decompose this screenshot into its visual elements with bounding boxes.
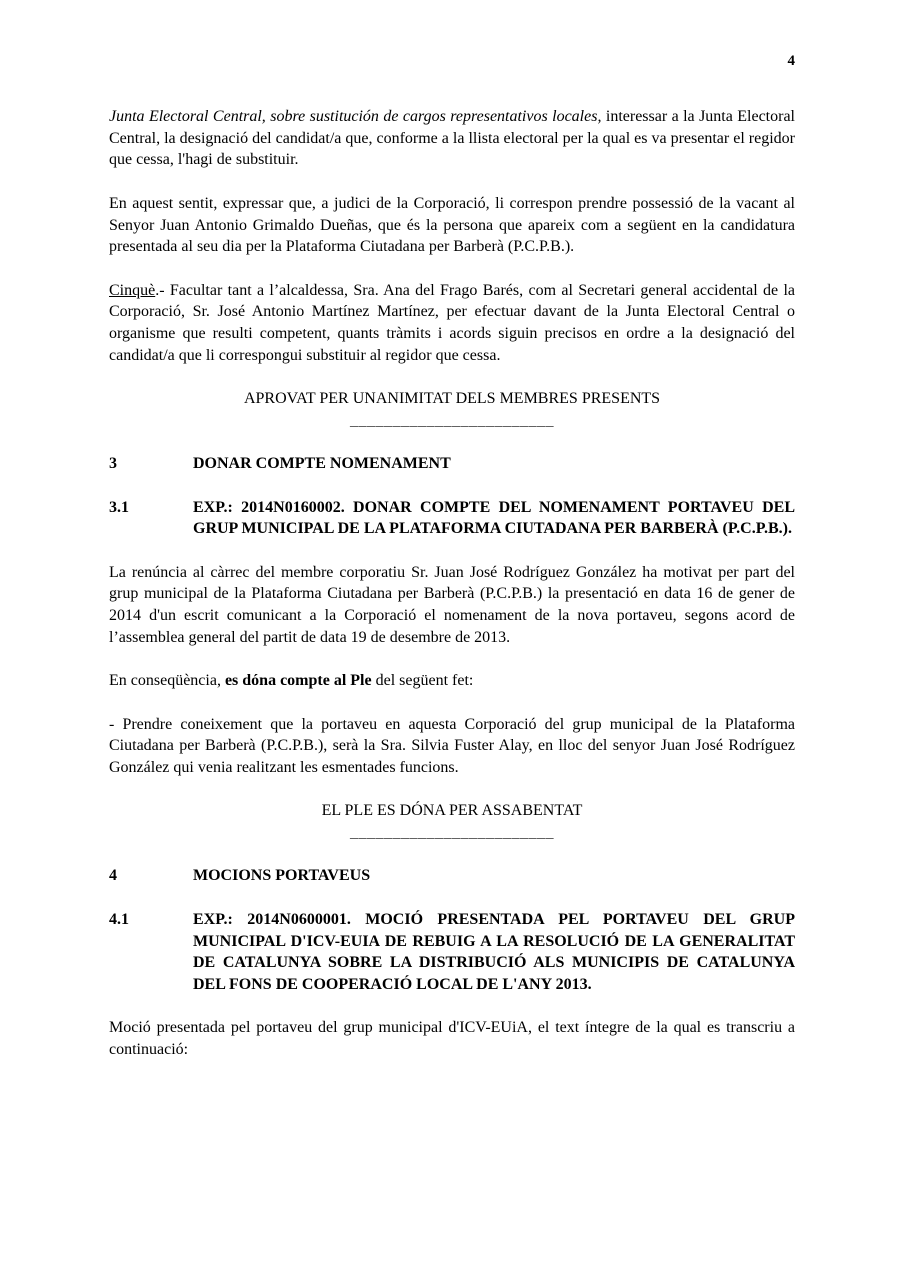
section-4-1-title: EXP.: 2014N0600001. MOCIÓ PRESENTADA PEL PORTAVEU DEL GRUP MUNICIPAL D'ICV-EUIA DE REBUIG A LA RESOLUCIÓ DE LA GENERALITAT DE CATALUNYA SOBRE LA DISTRIBUCIÓ ALS MUNICIPIS DE CATALUNYA DEL FONS DE COOPERACIÓ LOCAL DE L'ANY 2013.: [193, 910, 795, 993]
section-3-number: 3: [109, 455, 117, 473]
paragraph-renuncia: La renúncia al càrrec del membre corporatiu Sr. Juan José Rodríguez González ha motivat per part del grup municipal de la Plataforma Ciutadana per Barberà (P.C.P.B.) la presentació en data 16 de gener de 2014 d'un escrit comunicant a la Corporació el nomenament de la nova portaveu, segons acord de l’assemblea general del partit de data 19 de desembre de 2013.: [109, 563, 795, 646]
section-4-1-heading: [109, 909, 795, 996]
section-3-1-title: EXP.: 2014N0160002. DONAR COMPTE DEL NOMENAMENT PORTAVEU DEL GRUP MUNICIPAL DE LA PLATAFORMA CIUTADANA PER BARBERÀ (P.C.P.B.).: [193, 498, 795, 538]
section-3-1-heading: [109, 497, 795, 540]
paragraph-aquest-sentit: En aquest sentit, expressar que, a judici de la Corporació, li correspon prendre possessió de la vacant al Senyor Juan Antonio Grimaldo Dueñas, que és la persona que apareix com a següent en la candidatura presentada al seu dia per la Plataforma Ciutadana per Barberà (P.C.P.B.).: [109, 194, 795, 256]
paragraph-junta-electoral-italic-lead: Junta Electoral Central, sobre sustitución de cargos representativos locales,: [109, 108, 602, 125]
acknowledgement-statement: EL PLE ES DÓNA PER ASSABENTAT: [321, 802, 583, 820]
document-content: [109, 106, 795, 1082]
paragraph-prendre-coneixement: - Prendre coneixement que la portaveu en aquesta Corporació del grup municipal de la Plataforma Ciutadana per Barberà (P.C.P.B.), serà la Sra. Silvia Fuster Alay, en lloc del senyor Juan José Rodríguez González qui venia realitzant les esmentades funcions.: [109, 715, 795, 776]
separator-line-1: ________________________: [350, 411, 554, 429]
section-3-heading: [109, 453, 795, 475]
paragraph-cinque-underlined-lead: Cinquè: [109, 281, 156, 299]
section-4-title: MOCIONS PORTAVEUS: [193, 867, 371, 885]
approval-statement-block: [109, 388, 795, 431]
paragraph-cinque-rest: .- Facultar tant a l’alcaldessa, Sra. Ana del Frago Barés, com al Secretari general accidental de la Corporació, Sr. José Antonio Martínez Martínez, per efectuar davant de la Junta Electoral Central o organisme que resulti competent, quants tràmits i acords siguin precisos en ordre a la designació del candidat/a que li correspongui substituir al regidor que cessa.: [109, 281, 795, 364]
page-number: 4: [787, 53, 795, 69]
acknowledgement-statement-block: [109, 800, 795, 843]
paragraph-consequencia-rest: del següent fet:: [371, 672, 474, 690]
separator-line-2: ________________________: [350, 824, 554, 842]
paragraph-consequencia-bold: es dóna compte al Ple: [224, 672, 372, 690]
paragraph-consequencia-lead: En conseqüència,: [109, 672, 225, 690]
paragraph-mocio: Moció presentada pel portaveu del grup municipal d'ICV-EUiA, el text íntegre de la qual es transcriu a continuació:: [109, 1019, 795, 1059]
approval-statement: APROVAT PER UNANIMITAT DELS MEMBRES PRESENTS: [243, 390, 661, 408]
section-3-1-number: 3.1: [109, 498, 129, 516]
section-3-title: DONAR COMPTE NOMENAMENT: [193, 455, 451, 473]
section-4-number: 4: [109, 867, 117, 885]
paragraph-consequencia: [109, 670, 795, 692]
paragraph-cinque: [109, 280, 795, 367]
paragraph-junta-electoral: [109, 106, 795, 171]
section-4-heading: [109, 865, 795, 887]
section-4-1-number: 4.1: [109, 910, 129, 928]
paragraph-junta-electoral-rest: interessar a la Junta Electoral Central, la designació del candidat/a que, conforme a la llista electoral per la qual es va presentar el regidor que cessa, l'hagi de substituir.: [109, 108, 796, 169]
